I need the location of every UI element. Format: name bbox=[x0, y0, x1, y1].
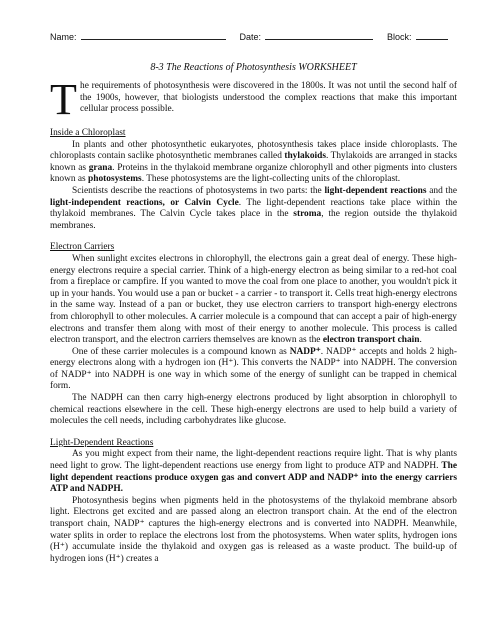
section-heading-electron-carriers: Electron Carriers bbox=[50, 242, 115, 253]
light-dependent-paragraph-2: Photosynthesis begins when pigments held in the photosystems of the thylakoid membrane absorb light. Electrons get excited and are passed along an electron transport chain. At the end of the electron transport chain, NADP⁺ captures the high-energy electrons and is converted into NADPH. Meanwhile, water splits in order to replace the electrons lost from the photosystems. When water splits, hydrogen ions (H⁺) accumulate inside the thylakoid and oxygen gas is released as a waste product. The build-up of hydrogen ions (H⁺) creates a bbox=[50, 495, 457, 564]
name-label: Name: bbox=[50, 32, 77, 42]
intro-text: he requirements of photosynthesis were discovered in the 1800s. It was not until the second half of the 1900s, however, that biologists understood the complex reactions that make this important cellular process possible. bbox=[80, 81, 457, 115]
date-label: Date: bbox=[239, 32, 262, 42]
carriers-paragraph-2: One of these carrier molecules is a compound known as NADP⁺. NADP⁺ accepts and holds 2 high-energy electrons along with a hydrogen ion (H⁺). This converts the NADP⁺ into NADPH. The conversion of NADP⁺ into NADPH is one way in which some of the energy of sunlight can be trapped in chemical form. bbox=[50, 346, 457, 392]
block-label: Block: bbox=[387, 32, 412, 42]
light-dependent-paragraph-1: As you might expect from their name, the light-dependent reactions require light. That is why plants need light to grow. The light-dependent reactions use energy from light to produce ATP and NADPH. The light dependent reactions produce oxygen gas and convert ADP and NADP⁺ into the energy carriers ATP and NADPH. bbox=[50, 449, 457, 495]
chloroplast-paragraph-1: In plants and other photosynthetic eukaryotes, photosynthesis takes place inside chloroplasts. The chloroplasts contain saclike photosynthetic membranes called thylakoids. Thylakoids are arranged in stacks known as grana. Proteins in the thylakoid membrane organize chlorophyll and other pigments into clusters known as photosystems. These photosystems are the light-collecting units of the chloroplast. bbox=[50, 139, 457, 185]
drop-cap: T bbox=[50, 75, 77, 124]
section-heading-chloroplast: Inside a Chloroplast bbox=[50, 128, 126, 138]
block-blank[interactable] bbox=[416, 30, 448, 40]
name-blank[interactable] bbox=[81, 30, 226, 40]
worksheet-header bbox=[50, 30, 457, 42]
carriers-paragraph-3: The NADPH can then carry high-energy electrons produced by light absorption in chlorophyll to chemical reactions elsewhere in the cell. These high-energy electrons are used to help build a variety of molecules the cell needs, including carbohydrates like glucose. bbox=[50, 393, 457, 427]
date-blank[interactable] bbox=[265, 30, 373, 40]
carriers-paragraph-1: When sunlight excites electrons in chlorophyll, the electrons gain a great deal of energy. These high-energy electrons require a special carrier. Think of a high-energy electron as being similar to a red-hot coal from a fireplace or campfire. If you wanted to move the coal from one place to another, you wouldn't pick it up in your hands. You would use a pan or bucket - a carrier - to transport it. Cells treat high-energy electrons in the same way. Instead of a pan or bucket, they use electron carriers to transport high-energy electrons from chlorophyll to other molecules. A carrier molecule is a compound that can accept a pair of high-energy electrons and transfer them along with most of their energy to another molecule. This process is called electron transport, and the electron carriers themselves are known as the electron transport chain. bbox=[50, 253, 457, 346]
worksheet-title: 8-3 The Reactions of Photosynthesis WORKSHEET bbox=[150, 62, 357, 73]
section-heading-light-dependent: Light-Dependent Reactions bbox=[50, 437, 154, 448]
intro-paragraph bbox=[50, 75, 457, 124]
chloroplast-paragraph-2: Scientists describe the reactions of photosystems in two parts: the light-dependent reactions and the light-independent reactions, or Calvin Cycle. The light-dependent reactions take place within the thylakoid membranes. The Calvin Cycle takes place in the stroma, the region outside the thylakoid membranes. bbox=[50, 185, 457, 231]
